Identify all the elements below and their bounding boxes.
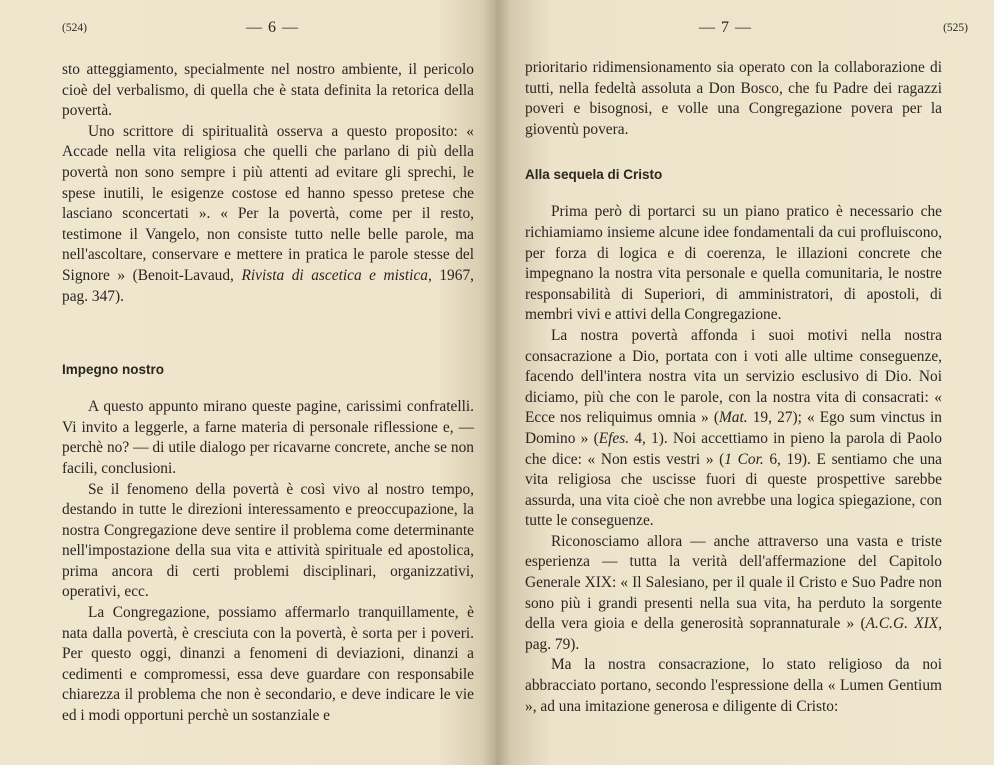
right-paragraph-3-ref-cor: 1 Cor. xyxy=(724,450,764,468)
right-paragraph-4-ref-acg: A.C.G. XIX, xyxy=(865,615,942,633)
right-paragraph-4-text-a: Riconosciamo allora — anche attraverso una vasta e triste esperienza — tutta la verità dell'affermazione del Capitolo Generale XIX: « Il Salesiano, per il quale il Cristo e Suo Padre non sono più i grandi presenti nella sua vita, ha perduto la sorgente della vera gioia e della generosità soprannaturale » ( xyxy=(525,532,942,633)
right-paragraph-3-ref-mat: Mat. xyxy=(718,409,748,427)
left-paragraph-2-citation: 1967, pag. 347). xyxy=(62,266,474,305)
right-page xyxy=(497,0,994,765)
left-paragraph-1: sto atteggiamento, specialmente nel nostro ambiente, il pericolo cioè del verbalismo, di quella che è stata definita la retorica della povertà. xyxy=(62,61,474,120)
left-paragraph-4: Se il fenomeno della povertà è così vivo al nostro tempo, destando in tutte le direzioni interessamento e preoccupazione, la nostra Congregazione deve sentire il problema come determinante nell'impostazione della sua vita e attività spirituale ed apostolica, prima ancora di certi problemi disciplinari, organizzativi, operativi, ecc. xyxy=(62,480,474,601)
right-paragraph-3-text-d: 6, 19). E sentiamo che una vita religiosa che uscisse fuori di queste prospettive sarebbe assurda, una vita cioè che non avrebbe una logica spiegazione, con tutte le conseguenze. xyxy=(525,450,942,530)
right-paragraph-5: Ma la nostra consacrazione, lo stato religioso da noi abbracciato portano, secondo l'espressione della « Lumen Gentium », ad una imitazione generosa e diligente di Cristo: xyxy=(525,656,942,715)
right-paragraph-3 xyxy=(525,326,942,532)
right-page-number: — 7 — xyxy=(699,19,752,36)
right-paragraph-3-text-c: 4, 1). Noi accettiamo in pieno la parola di Paolo che dice: « Non estis vestri » ( xyxy=(525,429,942,468)
right-paragraph-2: Prima però di portarci su un piano pratico è necessario che richiamiamo insieme alcune idee fondamentali da cui profluiscono, per forza di logica e di coerenza, le illazioni concrete che impegnano la nostra vita personale e quella comunitaria, le nostre responsabilità di Superiori, di amministratori, di apostoli, di membri vivi e attivi della Congregazione. xyxy=(525,203,942,324)
right-paragraph-3-ref-efes: Efes. xyxy=(598,429,630,447)
right-paragraph-3-text-b: 19, 27); « Ego sum vinctus in Domino » ( xyxy=(525,409,942,447)
section-title-alla-sequela: Alla sequela di Cristo xyxy=(525,167,663,183)
right-paragraph-3-text-a: La nostra povertà affonda i suoi motivi nella nostra consacrazione a Dio, portata con i voti alle ultime conseguenze, facendo dell'intera nostra vita un servizio esclusivo di Dio. Noi diciamo, più che con le parole, con la nostra vita di consacrati: « Ecce nos reliquimus omnia » ( xyxy=(525,326,942,427)
section-title-impegno-nostro: Impegno nostro xyxy=(62,362,164,378)
left-paragraph-2 xyxy=(62,122,474,307)
right-paragraph-4 xyxy=(525,532,942,656)
left-page-body xyxy=(62,60,474,727)
left-original-folio: (524) xyxy=(62,22,87,34)
left-paragraph-3: A questo appunto mirano queste pagine, carissimi confratelli. Vi invito a leggerle, a farne materia di personale riflessione e, — perchè no? — di utile dialogo per ricavarne concrete, anche se non facili, conclusioni. xyxy=(62,398,474,477)
right-paragraph-1: prioritario ridimensionamento sia operato con la collaborazione di tutti, nella fedeltà assoluta a Don Bosco, che fu Padre dei ragazzi poveri e bisognosi, e volle una Congregazione povera per la gioventù povera. xyxy=(525,59,942,138)
left-paragraph-2-text: Uno scrittore di spiritualità osserva a questo proposito: « Accade nella vita religiosa che quelli che parlano di più della povertà non sono sempre i più attenti ad evitare gli sprechi, le spese inutili, le esigenze costose ed hanno spesso pretese che lasciano sconcertati ». « Per la povertà, come per il resto, testimone il Vangelo, non consiste tutto nelle belle parole, ma nell'ascoltare, conservare e mettere in pratica le parole stesse del Signore » (Benoit-Lavaud, xyxy=(62,122,474,284)
right-original-folio: (525) xyxy=(943,22,968,34)
left-page-number: — 6 — xyxy=(246,19,299,36)
right-paragraph-4-text-b: pag. 79). xyxy=(525,635,580,653)
left-paragraph-5: La Congregazione, possiamo affermarlo tranquillamente, è nata dalla povertà, è cresciuta con la povertà, è sorta per i poveri. Per questo oggi, dinanzi a fenomeni di deviazioni, dinanzi a cedimenti e compromessi, essa deve guardare con responsabile chiarezza il problema che non è secondario, e deve indicare le vie ed i modi opportuni perchè un sostanziale e xyxy=(62,604,474,725)
right-page-body xyxy=(525,58,942,717)
left-paragraph-2-journal: Rivista di ascetica e mistica, xyxy=(241,266,432,284)
